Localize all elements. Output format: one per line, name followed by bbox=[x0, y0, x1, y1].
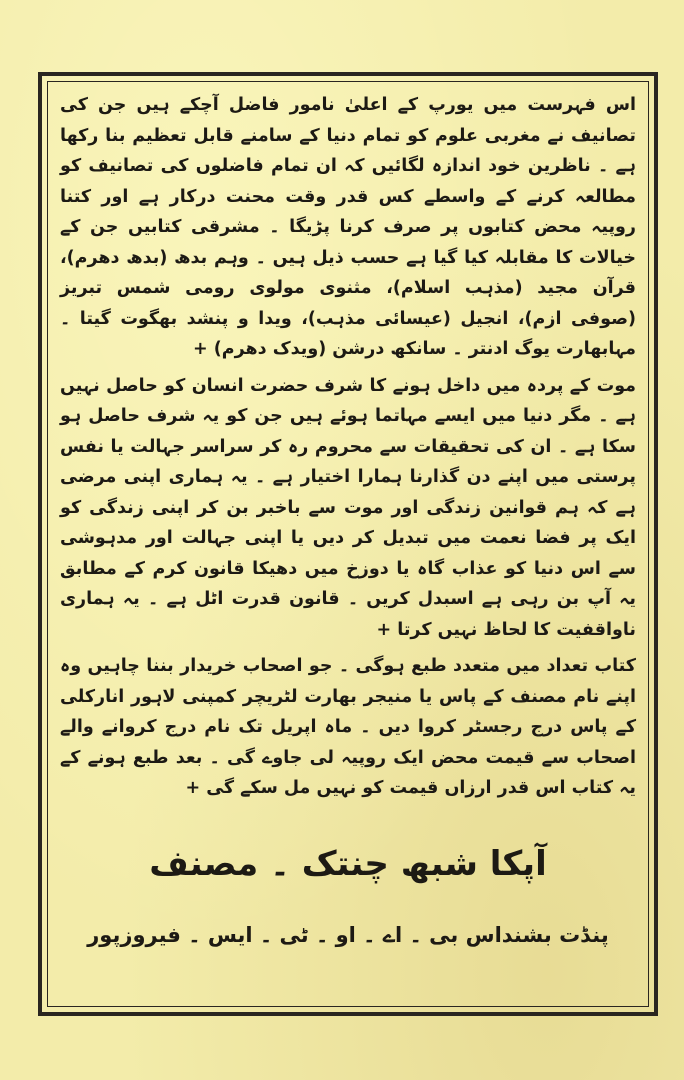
paragraph-subscription-notice: کتاب تعداد میں متعدد طبع ہوگی ۔ جو اصحاب خریدار بننا چاہیں وہ اپنے نام مصنف کے پاس یا منیجر بھارت لٹریچر کمپنی لاہور انارکلی کے پاس درج رجسٹر کروا دیں ۔ ماہ اپریل تک نام درج کروانے والے اصحاب سے قیمت محض ایک روپیہ لی جاوے گی ۔ بعد طبع ہونے کے یہ کتاب اس قدر ارزاں قیمت کو نہیں مل سکے گی + bbox=[60, 656, 636, 798]
text-body bbox=[60, 90, 636, 804]
author-name-address: پنڈت بشنداس بی ۔ اے ۔ او ۔ ٹی ۔ ایس ۔ فیروزپور bbox=[87, 923, 609, 947]
author-signature: آپکا شبھ چنتک ۔ مصنف bbox=[149, 844, 547, 884]
paragraph-death-mystery: موت کے پردہ میں داخل ہونے کا شرف حضرت انسان کو حاصل نہیں ہے ۔ مگر دنیا میں ایسے مہاتما ہوئے ہیں جن کو یہ شرف حاصل ہو سکا ہے ۔ ان کی تحقیقات سے محروم رہ کر سراسر جہالت یا نفس پرستی میں اپنے دن گذارنا ہمارا اختیار ہے ۔ یہ ہماری اپنی مرضی ہے کہ ہم قوانین زندگی اور موت سے باخبر بن کر اپنی زندگی کو ایک پر فضا نعمت میں تبدیل کر دیں یا اپنی جہالت اور مدہوشی سے اس دنیا کو عذاب گاہ یا دوزخ میں دھیکا قانون کرم کے مطابق یہ آپ بن رہی ہے اسبدل کریں ۔ قانون قدرت اٹل ہے ۔ یہ ہماری ناواقفیت کا لحاظ نہیں کرتا + bbox=[60, 375, 636, 640]
paragraph-authors-list: اس فہرست میں یورپ کے اعلیٰ نامور فاضل آچکے ہیں جن کی تصانیف نے مغربی علوم کو تمام دنیا کے سامنے قابل تعظیم بنا رکھا ہے ۔ ناظرین خود اندازہ لگائیں کہ ان تمام فاضلوں کی تصانیف کو مطالعہ کرنے کے واسطے کس قدر وقت محنت درکار ہے اور کتنا روپیہ محض کتابوں پر صرف کرنا پڑیگا ۔ مشرقی کتابیں جن کے خیالات کا مقابلہ کیا گیا ہے حسب ذیل ہیں ۔ وہم بدھ (بدھ دھرم)، قرآن مجید (مذہب اسلام)، مثنوی مولوی رومی شمس تبریز (صوفی ازم)، انجیل (عیسائی مذہب)، ویدا و پنشد بھگوت گیتا ۔ مہابھارت یوگ ادنتر ۔ سانکھ درشن (ویدک دھرم) + bbox=[60, 95, 636, 359]
